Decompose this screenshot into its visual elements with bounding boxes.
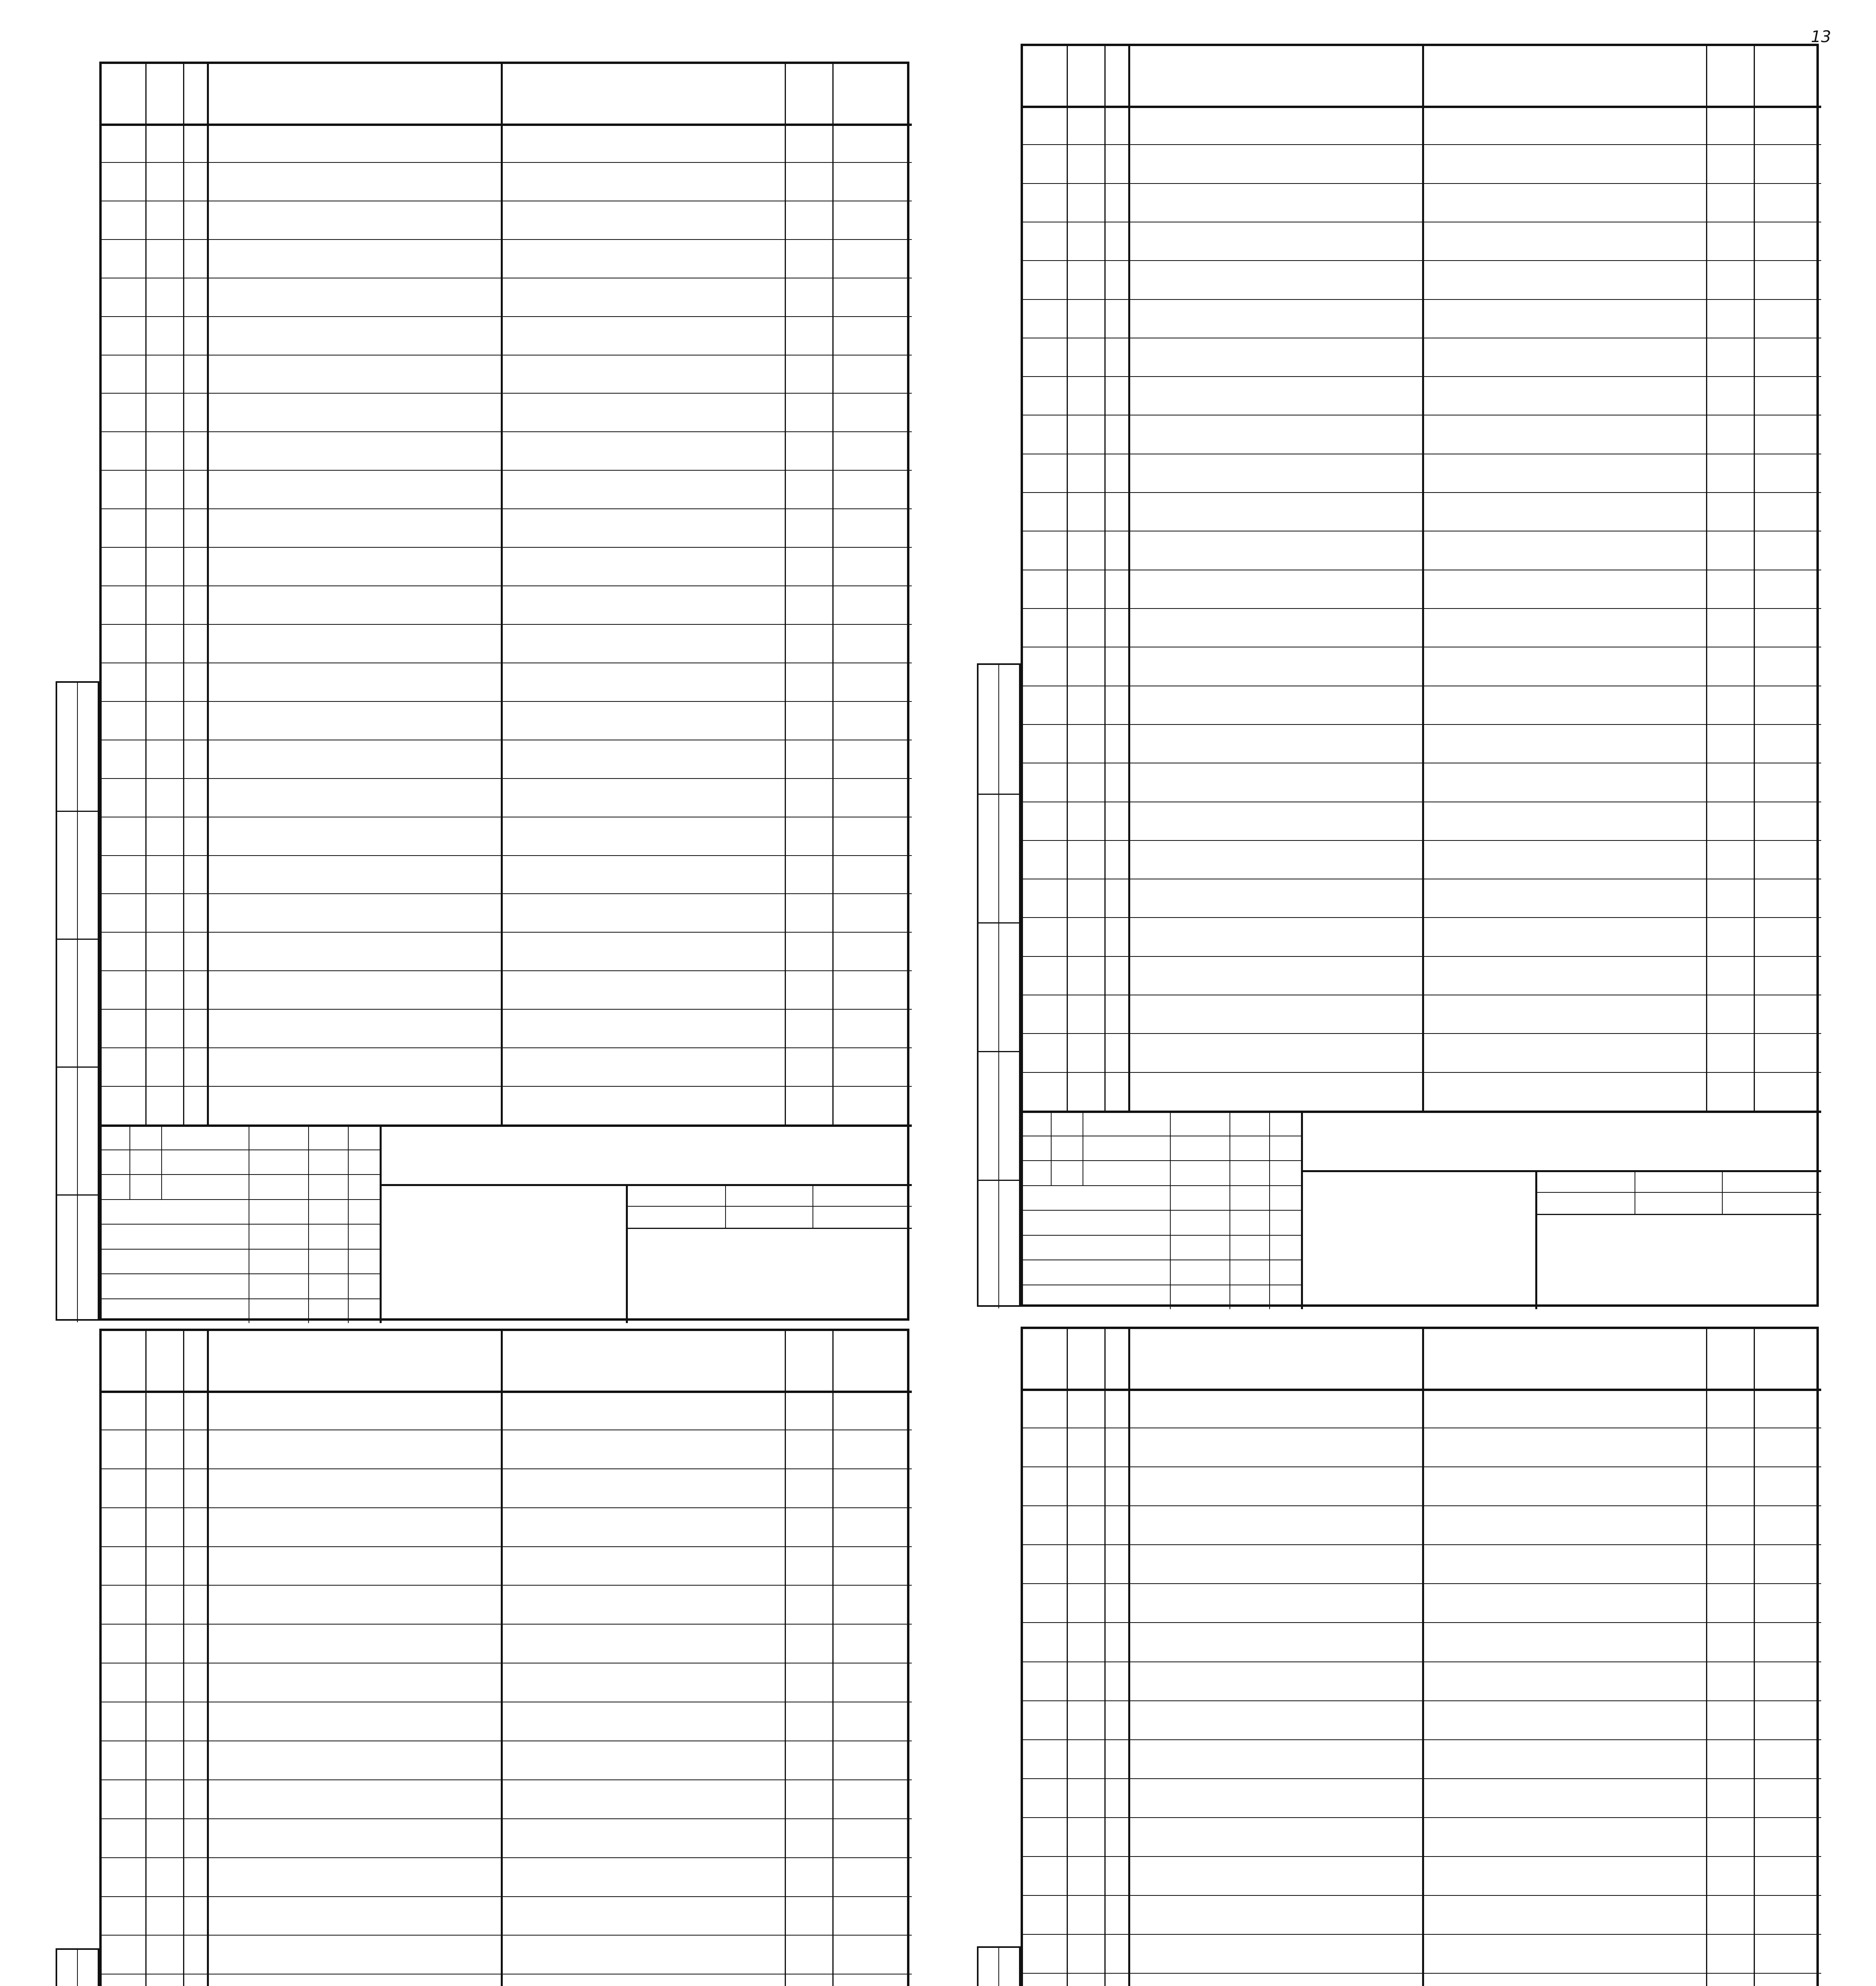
grid-line-h [102, 470, 912, 471]
grid-line-h [102, 1935, 912, 1936]
grid-line-v [161, 1124, 162, 1199]
grid-line-h [1023, 1700, 1821, 1701]
grid-line-v [1229, 1111, 1230, 1309]
stamp-column [56, 681, 99, 1321]
grid-line-h [102, 1585, 912, 1586]
grid-line-h [1023, 1505, 1821, 1506]
grid-line-v [1706, 46, 1707, 1111]
side-strip-tl [4, 62, 99, 1321]
grid-line-h [1023, 724, 1821, 725]
grid-line-v [1422, 46, 1424, 1111]
grid-line-h [979, 922, 1022, 923]
spec-sheet-br [1021, 1327, 1819, 1986]
stamp-column [56, 1948, 99, 1986]
grid-line-h [1023, 608, 1821, 609]
grid-line-v [1301, 1111, 1303, 1309]
grid-line-h [1023, 1778, 1821, 1779]
grid-line-v [348, 1124, 349, 1323]
grid-line-h [102, 701, 912, 702]
grid-line-h [1535, 1214, 1821, 1215]
grid-line-h [102, 1391, 912, 1393]
grid-line-h [102, 893, 912, 894]
grid-line-v [501, 64, 503, 1124]
grid-line-v [785, 64, 786, 1124]
grid-line-h [102, 547, 912, 548]
grid-line-v [77, 683, 78, 1322]
grid-line-h [1023, 260, 1821, 261]
title-block [1023, 1111, 1821, 1309]
grid-line-h [102, 1249, 380, 1250]
grid-line-v [1170, 1111, 1171, 1309]
grid-line-h [102, 1149, 380, 1150]
grid-line-h [102, 1546, 912, 1547]
grid-line-h [102, 778, 912, 779]
grid-line-h [57, 1194, 101, 1196]
grid-line-v [380, 1124, 382, 1323]
grid-line-v [1535, 1170, 1537, 1309]
grid-line-h [1023, 183, 1821, 184]
grid-line-v [998, 665, 999, 1308]
grid-line-h [979, 794, 1022, 795]
grid-line-h [1023, 376, 1821, 377]
grid-line-h [1023, 1934, 1821, 1935]
grid-line-h [102, 624, 912, 625]
spec-sheet-tr [1021, 44, 1819, 1307]
grid-line-h [102, 1507, 912, 1508]
grid-line-v [308, 1124, 309, 1323]
grid-line-h [102, 393, 912, 394]
grid-line-h [102, 1468, 912, 1469]
grid-line-h [102, 932, 912, 933]
grid-line-h [102, 1624, 912, 1625]
grid-line-h [57, 811, 101, 812]
grid-line-h [57, 1066, 101, 1068]
grid-line-v [1722, 1170, 1723, 1214]
grid-line-h [1023, 1739, 1821, 1740]
grid-line-h [1023, 1235, 1301, 1236]
grid-line-h [102, 1298, 380, 1299]
grid-line-h [102, 239, 912, 240]
grid-line-v [1104, 46, 1106, 1111]
grid-line-v [832, 64, 834, 1124]
grid-line-v [1754, 46, 1755, 1111]
grid-line-h [626, 1228, 912, 1229]
grid-line-h [102, 124, 912, 126]
grid-line-h [1023, 299, 1821, 300]
grid-line-h [102, 162, 912, 163]
grid-line-v [1269, 1111, 1270, 1309]
grid-line-h [1023, 1973, 1821, 1974]
grid-line-v [1067, 46, 1068, 1111]
grid-line-h [1023, 1583, 1821, 1584]
grid-line-h [1023, 1895, 1821, 1896]
grid-line-h [380, 1184, 912, 1186]
grid-line-h [102, 1174, 380, 1175]
grid-line-h [1023, 1160, 1301, 1161]
title-block [102, 1124, 912, 1323]
grid-line-h [626, 1206, 912, 1207]
grid-line-h [1023, 1111, 1821, 1113]
grid-line-v [207, 64, 209, 1124]
grid-line-h [979, 1180, 1022, 1181]
grid-line-h [102, 1857, 912, 1858]
grid-line-h [979, 1051, 1022, 1052]
grid-line-h [102, 1124, 912, 1127]
grid-line-h [102, 508, 912, 509]
grid-line-v [145, 64, 147, 1124]
grid-line-v [626, 1184, 628, 1323]
grid-line-v [77, 1950, 78, 1986]
grid-line-v [1051, 1111, 1052, 1185]
spec-sheet-bl [99, 1329, 909, 1986]
stamp-column [977, 1946, 1021, 1986]
grid-line-h [1023, 1544, 1821, 1545]
grid-line-h [102, 1086, 912, 1087]
grid-line-h [102, 1896, 912, 1897]
grid-line-h [102, 1199, 380, 1200]
grid-line-h [1023, 1466, 1821, 1467]
grid-line-h [1023, 1856, 1821, 1857]
grid-line-h [102, 1818, 912, 1819]
grid-line-h [1535, 1192, 1821, 1193]
grid-line-h [102, 1273, 380, 1274]
grid-line-h [1023, 1185, 1301, 1186]
grid-line-h [1023, 1817, 1821, 1818]
grid-line-h [102, 1779, 912, 1780]
grid-line-v [998, 1948, 999, 1986]
grid-line-h [102, 855, 912, 856]
stamp-column [977, 663, 1021, 1307]
spec-sheet-tl [99, 62, 909, 1321]
grid-line-h [1023, 917, 1821, 918]
grid-line-h [1023, 956, 1821, 957]
grid-line-h [1023, 1210, 1301, 1211]
grid-line-h [102, 1047, 912, 1048]
grid-line-h [1023, 144, 1821, 145]
grid-line-h [102, 316, 912, 317]
grid-line-v [129, 1124, 130, 1199]
grid-line-h [1023, 492, 1821, 493]
grid-line-h [1023, 840, 1821, 841]
grid-line-h [1023, 1661, 1821, 1662]
grid-line-h [1023, 1033, 1821, 1034]
page-number-top: 13 [1811, 28, 1831, 46]
grid-line-h [1023, 1622, 1821, 1623]
grid-line-v [725, 1184, 726, 1228]
grid-line-h [102, 1224, 380, 1225]
side-strip-bl [4, 1329, 99, 1986]
grid-line-h [102, 585, 912, 586]
grid-line-h [57, 939, 101, 940]
grid-line-h [1301, 1170, 1821, 1172]
side-strip-br [925, 1327, 1021, 1986]
grid-line-h [1023, 1072, 1821, 1073]
grid-line-v [1128, 46, 1130, 1111]
grid-line-h [102, 970, 912, 971]
side-strip-tr [925, 44, 1021, 1307]
grid-line-h [102, 431, 912, 432]
grid-line-v [183, 64, 184, 1124]
grid-line-h [102, 1009, 912, 1010]
